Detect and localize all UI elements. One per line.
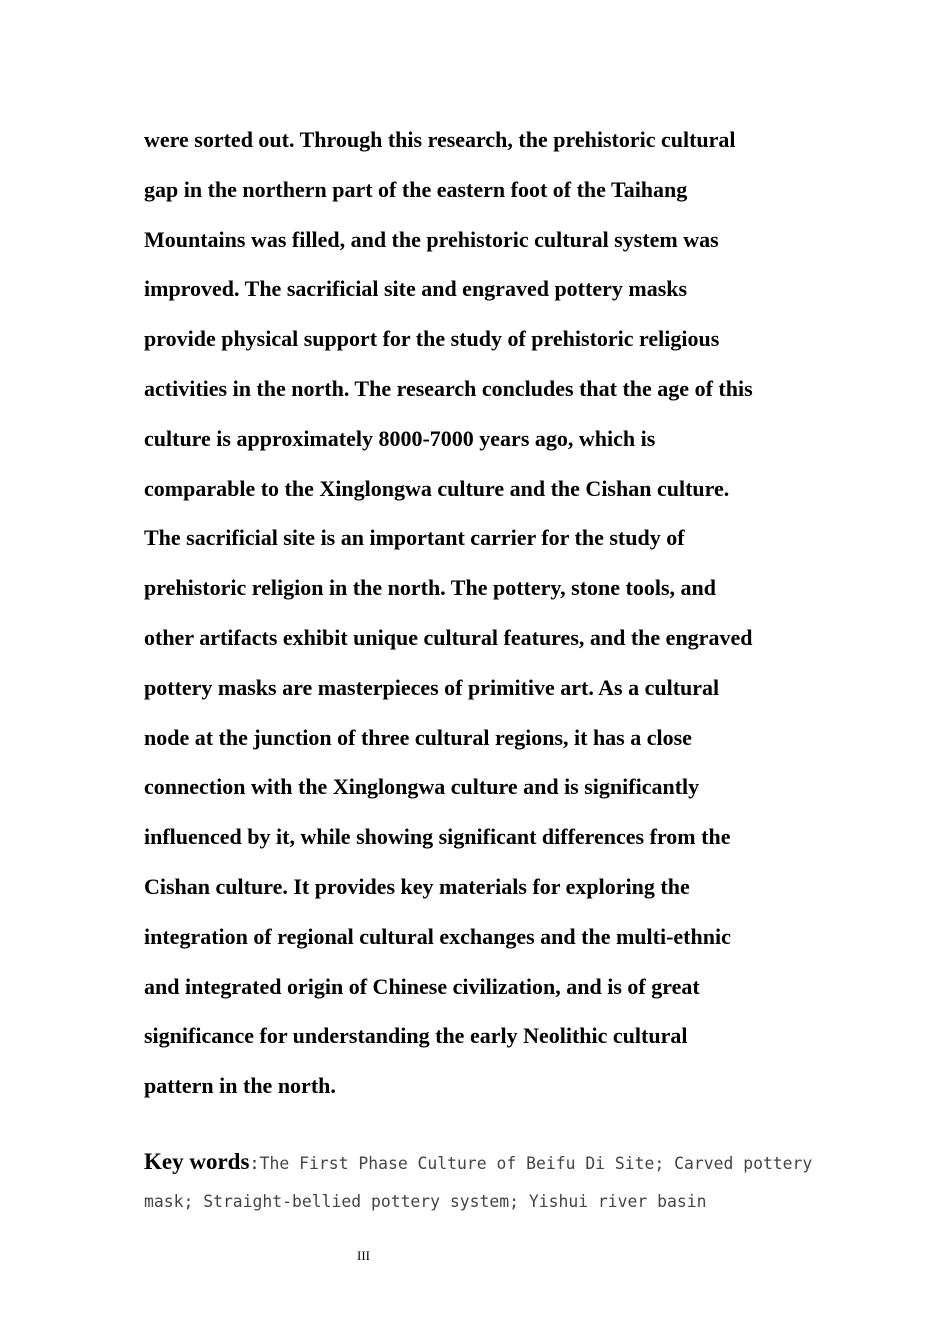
body-line: were sorted out. Through this research, the prehistoric cultural — [144, 127, 736, 152]
body-line: Cishan culture. It provides key materials for exploring the — [144, 873, 690, 899]
page-number: III — [357, 1248, 370, 1263]
body-line: other artifacts exhibit unique cultural features, and the engraved — [144, 624, 753, 650]
body-line: provide physical support for the study of prehistoric religious — [144, 326, 720, 352]
body-line: gap in the northern part of the eastern foot of the Taihang — [144, 176, 688, 202]
keywords-line-2 — [144, 1183, 824, 1221]
body-line: activities in the north. The research concludes that the age of this — [144, 375, 753, 401]
body-line: node at the junction of three cultural regions, it has a close — [144, 724, 692, 750]
body-line: and integrated origin of Chinese civilization, and is of great — [144, 973, 700, 999]
keywords-text: The First Phase Culture of Beifu Di Site; Carved pottery — [259, 1154, 813, 1173]
keywords-separator: : — [249, 1154, 260, 1174]
body-line: pattern in the north. — [144, 1073, 336, 1099]
keywords-text: mask; Straight-bellied pottery system; Yishui river basin — [144, 1192, 707, 1211]
body-line: significance for understanding the early Neolithic cultural — [144, 1023, 688, 1049]
body-line: Mountains was filled, and the prehistoric cultural system was — [144, 226, 719, 252]
keywords-line-1 — [144, 1143, 824, 1183]
body-line: integration of regional cultural exchanges and the multi-ethnic — [144, 923, 731, 949]
body-line: culture is approximately 8000-7000 years ago, which is — [144, 425, 656, 451]
body-line: connection with the Xinglongwa culture and is significantly — [144, 774, 700, 800]
body-line: comparable to the Xinglongwa culture and the Cishan culture. — [144, 475, 730, 501]
body-line: pottery masks are masterpieces of primitive art. As a cultural — [144, 674, 720, 700]
body-line: improved. The sacrificial site and engraved pottery masks — [144, 276, 688, 302]
keywords-label: Key words — [144, 1149, 250, 1174]
body-line: prehistoric religion in the north. The pottery, stone tools, and — [144, 575, 717, 601]
body-line: influenced by it, while showing significant differences from the — [144, 824, 731, 850]
body-line: The sacrificial site is an important carrier for the study of — [144, 525, 685, 551]
abstract-body — [144, 115, 816, 1111]
keywords-section — [144, 1143, 824, 1221]
